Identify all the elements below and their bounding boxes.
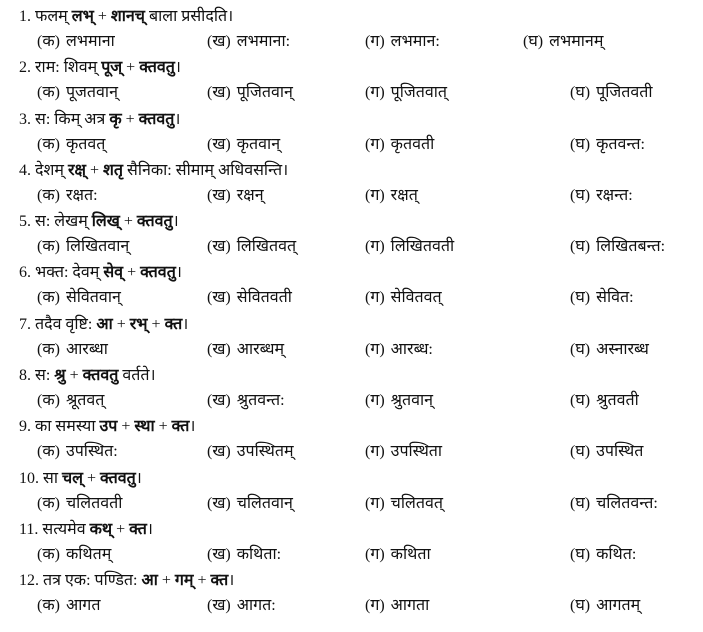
question-segment: + — [157, 572, 175, 590]
option-text: कथितम् — [65, 545, 112, 563]
answer-option[interactable] — [365, 80, 447, 105]
option-text: पूजितवती — [596, 84, 653, 102]
question-root-term: क्तवतु — [138, 110, 175, 128]
question-root-term: आ — [96, 315, 113, 333]
option-label: (क) — [37, 186, 60, 204]
question-segment: फलम् — [35, 8, 72, 25]
question-root-term: क्त — [210, 572, 229, 590]
question-item — [0, 207, 703, 258]
question-number: 12. — [19, 572, 39, 590]
option-label: (घ) — [523, 33, 544, 50]
answer-option[interactable] — [365, 132, 434, 157]
question-item — [0, 464, 703, 515]
answer-option[interactable] — [37, 234, 129, 259]
answer-option[interactable] — [365, 491, 443, 516]
answer-option[interactable] — [37, 29, 115, 54]
options-row — [0, 183, 703, 208]
answer-option[interactable] — [365, 593, 429, 618]
question-segment: स: — [35, 367, 55, 385]
question-segment: भक्त: देवम् — [35, 264, 104, 282]
option-label: (ग) — [365, 289, 385, 307]
question-segment: + — [112, 520, 130, 538]
question-segment: । — [175, 264, 182, 282]
option-text: लिखितबन्त: — [596, 238, 666, 256]
question-number: 10. — [19, 469, 39, 487]
answer-option[interactable] — [207, 439, 294, 464]
options-row — [0, 491, 703, 516]
question-segment: । — [228, 572, 235, 590]
answer-option[interactable] — [37, 80, 118, 105]
question-number: 9. — [19, 418, 31, 436]
option-text: सेवितवत् — [390, 289, 442, 307]
question-segment: + — [121, 110, 139, 128]
question-segment: । — [174, 110, 181, 128]
question-root-term: क्तवतु — [140, 264, 176, 282]
question-text — [19, 55, 181, 80]
option-text: श्रुतवती — [596, 392, 639, 410]
options-row — [0, 388, 703, 413]
option-text: आगता — [390, 597, 430, 615]
option-text: उपस्थितम् — [236, 443, 294, 461]
question-root-term: आ — [141, 572, 158, 590]
answer-option[interactable] — [365, 542, 431, 567]
question-segment: + — [122, 59, 140, 77]
option-text: कृतवती — [390, 135, 435, 153]
question-segment: + — [119, 213, 137, 231]
question-segment: । — [146, 520, 153, 538]
option-text: श्रुतवन्त: — [236, 392, 285, 410]
question-segment: । — [172, 213, 179, 231]
question-segment: + — [147, 315, 165, 333]
answer-option[interactable] — [523, 29, 603, 54]
answer-option[interactable] — [570, 491, 658, 516]
option-label: (क) — [37, 238, 60, 256]
question-item — [0, 515, 703, 566]
option-label: (ग) — [365, 33, 385, 50]
question-root-term: शतृ — [103, 161, 124, 179]
option-label: (क) — [37, 494, 60, 512]
question-root-term: कथ् — [89, 520, 113, 538]
answer-option[interactable] — [365, 29, 440, 54]
answer-option[interactable] — [570, 183, 633, 208]
answer-option[interactable] — [37, 491, 122, 516]
option-label: (घ) — [570, 545, 591, 563]
question-segment: + — [65, 367, 83, 385]
answer-option[interactable] — [207, 491, 293, 516]
option-label: (घ) — [570, 186, 591, 204]
question-number: 2. — [19, 59, 31, 77]
answer-option[interactable] — [37, 132, 105, 157]
question-root-term: चल् — [61, 469, 83, 487]
option-text: पूजितवान् — [236, 84, 293, 102]
option-label: (क) — [37, 135, 60, 153]
option-label: (घ) — [570, 494, 591, 512]
option-label: (ख) — [207, 392, 231, 410]
answer-option[interactable] — [365, 388, 433, 413]
option-text: कथिता: — [236, 545, 282, 563]
option-text: सेवित: — [596, 289, 634, 307]
options-row — [0, 542, 703, 567]
option-text: अस्नारब्ध — [596, 340, 649, 358]
question-root-term: रभ् — [129, 315, 148, 333]
question-text — [19, 517, 153, 542]
question-text — [19, 158, 288, 183]
answer-option[interactable] — [207, 593, 276, 618]
question-segment: वर्तते। — [118, 367, 156, 385]
question-item — [0, 412, 703, 463]
answer-option[interactable] — [37, 593, 100, 618]
option-text: आगत — [65, 597, 101, 615]
question-segment: सैनिका: सीमाम् अधिवसन्ति। — [123, 161, 289, 179]
question-segment: तत्र एक: पण्डित: — [43, 572, 142, 590]
option-label: (ख) — [207, 545, 231, 563]
option-label: (घ) — [570, 289, 591, 307]
question-number: 5. — [19, 213, 31, 231]
option-label: (घ) — [570, 84, 591, 102]
question-number: 3. — [19, 110, 31, 128]
question-root-term: श्रु — [54, 367, 66, 385]
option-label: (क) — [37, 33, 60, 50]
option-label: (ग) — [365, 443, 385, 461]
options-row — [0, 29, 703, 54]
question-segment: । — [174, 59, 181, 77]
answer-option[interactable] — [570, 132, 645, 157]
question-number: 1. — [19, 8, 31, 25]
option-label: (ग) — [365, 186, 385, 204]
options-row — [0, 285, 703, 310]
option-label: (ख) — [207, 135, 231, 153]
option-text: सेवितवान् — [65, 289, 121, 307]
question-segment: । — [189, 418, 196, 436]
answer-option[interactable] — [207, 285, 292, 310]
option-text: आगत: — [236, 597, 276, 615]
answer-option[interactable] — [570, 337, 649, 362]
question-segment: + — [82, 469, 101, 487]
option-text: पूजितवात् — [390, 84, 448, 102]
option-label: (ग) — [365, 392, 385, 410]
option-text: पूजतवान् — [65, 84, 118, 102]
question-text — [19, 107, 180, 132]
question-segment: स: लेखम् — [35, 213, 92, 231]
option-text: रक्षत् — [390, 186, 418, 204]
answer-option[interactable] — [207, 234, 296, 259]
question-segment: देशम् — [35, 161, 68, 179]
answer-option[interactable] — [37, 388, 104, 413]
question-text — [19, 312, 188, 337]
question-text — [19, 209, 179, 234]
question-item — [0, 361, 703, 412]
option-label: (ख) — [207, 33, 231, 50]
option-label: (घ) — [570, 597, 591, 615]
question-segment: + — [93, 8, 111, 25]
question-item — [0, 566, 703, 617]
options-row — [0, 80, 703, 105]
option-label: (ख) — [207, 340, 231, 358]
answer-option[interactable] — [365, 285, 442, 310]
option-label: (ग) — [365, 494, 385, 512]
option-label: (ख) — [207, 238, 231, 256]
option-text: लिखितवत् — [236, 238, 297, 256]
answer-option[interactable] — [37, 285, 121, 310]
option-label: (ख) — [207, 289, 231, 307]
question-root-term: क्त — [129, 520, 147, 538]
question-segment: + — [123, 264, 141, 282]
answer-option[interactable] — [570, 80, 653, 105]
question-root-term: स्था — [134, 418, 155, 436]
option-text: कृतवन्त: — [596, 135, 645, 153]
question-root-term: सेव् — [103, 264, 124, 282]
answer-option[interactable] — [570, 593, 640, 618]
answer-option[interactable] — [37, 183, 98, 208]
option-label: (ख) — [207, 186, 231, 204]
question-segment: स: किम् अत्र — [35, 110, 110, 128]
question-root-term: क्तवतु — [100, 469, 136, 487]
question-root-term: कृ — [109, 110, 122, 128]
answer-option[interactable] — [365, 337, 433, 362]
question-segment: बाला प्रसीदति। — [144, 8, 234, 25]
option-label: (ग) — [365, 545, 385, 563]
question-segment: राम: शिवम् — [35, 59, 102, 77]
option-label: (घ) — [570, 135, 591, 153]
option-text: रक्षत: — [65, 186, 98, 204]
answer-option[interactable] — [365, 439, 442, 464]
option-label: (ग) — [365, 238, 385, 256]
question-item — [0, 156, 703, 207]
option-text: कृतवान् — [236, 135, 281, 153]
answer-option[interactable] — [570, 388, 639, 413]
option-text: लभमानम् — [549, 33, 604, 50]
option-label: (घ) — [570, 340, 591, 358]
option-label: (घ) — [570, 443, 591, 461]
answer-option[interactable] — [570, 542, 636, 567]
question-item — [0, 105, 703, 156]
option-label: (क) — [37, 84, 60, 102]
option-text: आरब्धा — [65, 340, 108, 358]
option-text: आरब्धम् — [236, 340, 285, 358]
answer-option[interactable] — [37, 337, 108, 362]
option-text: उपस्थित — [596, 443, 644, 461]
question-root-term: क्तवतु — [82, 367, 119, 385]
answer-option[interactable] — [207, 80, 293, 105]
question-root-term: लभ् — [71, 8, 94, 25]
question-segment: सा — [43, 469, 62, 487]
question-text — [19, 260, 182, 285]
option-label: (ग) — [365, 597, 385, 615]
option-text: चलितवन्त: — [596, 494, 658, 512]
question-number: 6. — [19, 264, 31, 282]
question-root-term: क्त — [164, 315, 183, 333]
question-root-term: उप — [99, 418, 118, 436]
option-label: (घ) — [570, 392, 591, 410]
answer-option[interactable] — [207, 542, 281, 567]
option-text: उपस्थित: — [65, 443, 118, 461]
question-root-term: लिख् — [91, 213, 120, 231]
option-text: चलितवती — [65, 494, 123, 512]
answer-option[interactable] — [207, 337, 284, 362]
option-text: चलितवान् — [236, 494, 293, 512]
option-text: कथिता — [390, 545, 431, 563]
answer-option[interactable] — [365, 183, 418, 208]
option-text: श्रूतवत् — [65, 392, 105, 410]
option-text: लभमाना: — [236, 33, 291, 50]
question-root-term: रक्ष् — [67, 161, 86, 179]
option-text: लभमान: — [390, 33, 440, 50]
answer-option[interactable] — [37, 439, 118, 464]
question-segment: + — [154, 418, 172, 436]
question-segment: + — [85, 161, 104, 179]
question-number: 4. — [19, 161, 31, 179]
question-segment: तदैव वृष्टि: — [35, 315, 97, 333]
option-text: सेवितवती — [236, 289, 292, 307]
question-segment: + — [193, 572, 211, 590]
answer-option[interactable] — [365, 234, 454, 259]
option-label: (ख) — [207, 597, 231, 615]
answer-option[interactable] — [207, 132, 280, 157]
question-segment: + — [117, 418, 135, 436]
option-text: उपस्थिता — [390, 443, 443, 461]
options-row — [0, 234, 703, 259]
question-item — [0, 310, 703, 361]
question-segment: । — [182, 315, 189, 333]
answer-option[interactable] — [37, 542, 111, 567]
option-text: रक्षन् — [236, 186, 264, 204]
question-root-term: क्तवतु — [139, 59, 175, 77]
option-text: लिखितवान् — [65, 238, 130, 256]
option-label: (ग) — [365, 340, 385, 358]
question-text — [19, 568, 234, 593]
option-text: लिखितवती — [390, 238, 455, 256]
question-text — [19, 414, 195, 439]
question-text — [19, 363, 156, 388]
answer-option[interactable] — [570, 234, 665, 259]
options-row — [0, 593, 703, 618]
question-root-term: पूज् — [101, 59, 123, 77]
question-item — [0, 2, 703, 53]
question-segment: का समस्या — [35, 418, 100, 436]
options-row — [0, 439, 703, 464]
option-text: चलितवत् — [390, 494, 443, 512]
option-text: कृतवत् — [65, 135, 106, 153]
question-number: 11. — [19, 520, 39, 538]
question-text — [19, 466, 142, 491]
question-root-term: गम् — [174, 572, 194, 590]
option-label: (ग) — [365, 135, 385, 153]
option-label: (ख) — [207, 443, 231, 461]
answer-option[interactable] — [570, 439, 643, 464]
option-label: (घ) — [570, 238, 591, 256]
options-row — [0, 337, 703, 362]
answer-option[interactable] — [207, 29, 290, 54]
question-root-term: क्तवतु — [136, 213, 173, 231]
option-label: (क) — [37, 392, 60, 410]
option-text: आरब्ध: — [390, 340, 433, 358]
question-text — [19, 4, 233, 29]
option-label: (क) — [37, 340, 60, 358]
option-text: लभमाना — [65, 33, 115, 50]
question-segment: । — [135, 469, 142, 487]
option-text: आगतम् — [596, 597, 641, 615]
option-label: (क) — [37, 289, 60, 307]
question-item — [0, 53, 703, 104]
option-label: (क) — [37, 545, 60, 563]
question-number: 8. — [19, 367, 31, 385]
question-item — [0, 258, 703, 309]
question-segment: + — [112, 315, 130, 333]
options-row — [0, 132, 703, 157]
option-label: (ग) — [365, 84, 385, 102]
question-root-term: शानच् — [110, 8, 145, 25]
answer-option[interactable] — [207, 183, 264, 208]
option-label: (ख) — [207, 84, 231, 102]
option-label: (क) — [37, 597, 60, 615]
question-root-term: क्त — [171, 418, 190, 436]
option-label: (क) — [37, 443, 60, 461]
answer-option[interactable] — [207, 388, 285, 413]
option-text: श्रुतवान् — [390, 392, 434, 410]
answer-option[interactable] — [570, 285, 634, 310]
question-segment: सत्यमेव — [42, 520, 90, 538]
option-text: रक्षन्त: — [596, 186, 633, 204]
question-number: 7. — [19, 315, 31, 333]
option-text: कथित: — [596, 545, 637, 563]
option-label: (ख) — [207, 494, 231, 512]
